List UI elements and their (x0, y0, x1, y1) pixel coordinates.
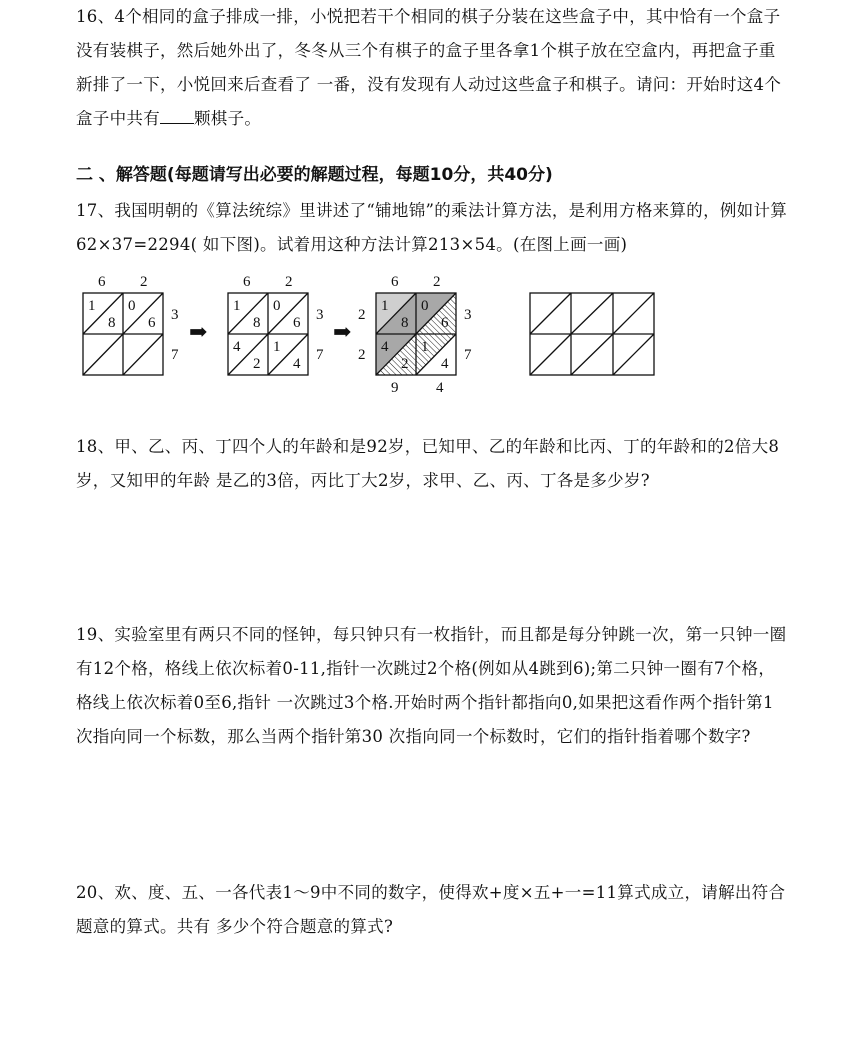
top-digit: 6 (391, 274, 399, 290)
arrow-icon: ➡ (333, 319, 352, 344)
right-digit: 3 (464, 307, 472, 323)
cell-ones: 6 (441, 315, 449, 331)
cell-tens: 1 (381, 298, 389, 314)
cell-tens: 1 (233, 298, 241, 314)
section-title: 二 、解答题(每题请写出必要的解题过程，每题10分，共40分) (76, 165, 553, 185)
right-digit: 7 (464, 347, 472, 363)
arrow-icon: ➡ (189, 319, 208, 344)
cell-tens: 0 (421, 298, 429, 314)
cell-ones: 2 (401, 356, 409, 372)
q16-text: 16、4个相同的盒子排成一排，小悦把若干个相同的棋子分装在这些盒子中，其中恰有一个盒子没有装棋子，然后她外出了，冬冬从三个有棋子的盒子里各拿1个棋子放在空盒内，再把盒子重新排了一下，小悦回来后查看了 一番，没有发现有人动过这些盒子和棋子。请问：开始时这4个盒子中共有 (76, 7, 782, 128)
bottom-digit: 4 (436, 380, 444, 396)
cell-tens: 0 (273, 298, 281, 314)
cell-ones: 4 (293, 356, 301, 372)
cell-tens: 4 (233, 339, 241, 355)
q16-text-end: 颗棋子。 (194, 109, 262, 128)
question-20: 20、欢、度、五、一各代表1～9中不同的数字，使得欢+度×五+一=11算式成立，请解出符合题意的算式。共有 多少个符合题意的算式? (76, 883, 786, 936)
cell-ones: 8 (253, 315, 261, 331)
cell-tens: 1 (273, 339, 281, 355)
left-digit: 2 (358, 307, 366, 323)
cell-ones: 2 (253, 356, 261, 372)
cell-tens: 1 (88, 298, 96, 314)
right-digit: 3 (171, 307, 179, 323)
question-18: 18、甲、乙、丙、丁四个人的年龄和是92岁，已知甲、乙的年龄和比丙、丁的年龄和的2倍大8岁，又知甲的年龄 是乙的3倍，丙比丁大2岁，求甲、乙、丙、丁各是多少岁? (76, 437, 780, 490)
cell-tens: 1 (421, 339, 429, 355)
multiplication-grid-figure (74, 268, 714, 400)
cell-ones: 8 (108, 315, 116, 331)
question-17: 17、我国明朝的《算法统综》里讲述了“铺地锦”的乘法计算方法，是利用方格来算的，例如计算62×37=2294( 如下图)。试着用这种方法计算213×54。(在图上画一画) (76, 201, 788, 254)
top-digit: 2 (285, 274, 293, 290)
cell-ones: 8 (401, 315, 409, 331)
right-digit: 7 (171, 347, 179, 363)
right-digit: 3 (316, 307, 324, 323)
question-19: 19、实验室里有两只不同的怪钟，每只钟只有一枚指针，而且都是每分钟跳一次，第一只钟一圈有12个格，格线上依次标着0-11,指针一次跳过2个格(例如从4跳到6);第二只钟一圈有7个格，格线上依次标着0至6,指针 一次跳过3个格.开始时两个指针都指向0,如果把这看作两个指针第1次指向同一个标数，那么当两个指针第30 次指向同一个标数时，它们的指针指着哪个数字? (76, 625, 787, 746)
cell-tens: 4 (381, 339, 389, 355)
right-digit: 7 (316, 347, 324, 363)
bottom-digit: 9 (391, 380, 399, 396)
cell-tens: 0 (128, 298, 136, 314)
top-digit: 6 (243, 274, 251, 290)
left-digit: 2 (358, 347, 366, 363)
answer-blank[interactable] (160, 105, 194, 124)
empty-answer-grid[interactable] (530, 293, 654, 375)
top-digit: 6 (98, 274, 106, 290)
cell-ones: 6 (148, 315, 156, 331)
question-16 (76, 0, 788, 136)
cell-ones: 4 (441, 356, 449, 372)
top-digit: 2 (433, 274, 441, 290)
cell-ones: 6 (293, 315, 301, 331)
top-digit: 2 (140, 274, 148, 290)
